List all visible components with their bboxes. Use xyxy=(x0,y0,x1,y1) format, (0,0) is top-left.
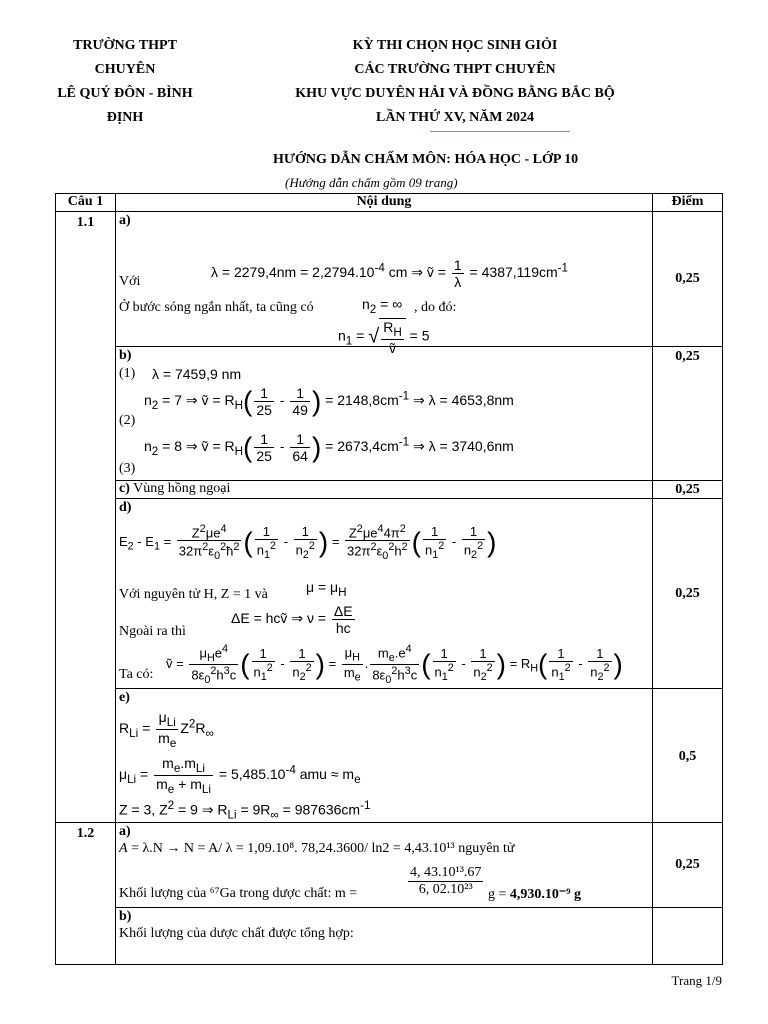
wavelength-value: λ = 7459,9 nm xyxy=(152,366,242,382)
mass-unit: g = xyxy=(488,887,510,902)
col-header-content: Nội dung xyxy=(116,194,653,212)
equation-mu: $\mu = \mu_H$ xyxy=(306,579,347,599)
school-line: ĐỊNH xyxy=(106,110,144,125)
equation-energy-diff: $E_2 - E_1$ = $\frac{Z^2\mu e^4}{32\pi^2\varepsilon_0^2ħ^2}$ ( $\frac{1}{n_1^2}$ - $\frac{1}{n_2^2}$ ) = $\frac{Z^2\mu e^44\pi^2}{32\pi^2\varepsilon_0^2h^2}$ ( $\frac{1}{n_1^2}$ - $\frac{1}{n_2^2}$ ) xyxy=(119,523,497,563)
points-1-1-a: 0,25 xyxy=(653,212,723,347)
points-1-1-c: 0,25 xyxy=(653,481,723,499)
equation-mu-li: $\mu_{Li}$ = $\frac{m_e.m_{Li}}{m_e + m_{Li}}$ = $5,485.10^{-4}$ amu ≈ $m_e$ xyxy=(119,755,361,796)
table-row xyxy=(56,481,723,499)
item-2: (2) xyxy=(119,413,136,428)
points-1-2-a: 0,25 xyxy=(653,823,723,908)
page-number: Trang 1/9 xyxy=(671,973,722,988)
part-label: d) xyxy=(119,500,132,515)
exam-line: LẦN THỨ XV, NĂM 2024 xyxy=(375,110,535,125)
points-1-2-b xyxy=(653,908,723,965)
points-1-1-d: 0,25 xyxy=(653,499,723,689)
answer-1-1-c xyxy=(116,481,653,499)
table-row xyxy=(56,212,723,347)
col-header-question: Câu 1 xyxy=(56,194,116,212)
text-so: , do đó: xyxy=(414,300,457,315)
answer-line xyxy=(119,481,230,497)
mass-numerator: 4, 43.10¹³.67 xyxy=(410,865,482,880)
text-besides: Ngoài ra thì xyxy=(119,624,186,639)
answer-text: Khối lượng của dược chất được tổng hợp: xyxy=(119,926,354,941)
equation-z3: Z = 3, $Z^2 = 9$ ⇒ $R_{Li} = 9R_\infty = 987636cm^{-1}$ xyxy=(119,799,371,822)
answer-1-1-e xyxy=(116,689,653,823)
document-title: HƯỚNG DẪN CHẤM MÔN: HÓA HỌC - LỚP 10 xyxy=(273,152,579,167)
decay-equation xyxy=(119,841,514,857)
document-subtitle: (Hướng dẫn chấm gồm 09 trang) xyxy=(285,175,458,190)
question-id: 1.2 xyxy=(56,823,116,965)
equation-n1: $n_1$ = √ $\frac{R_H}{\text{ṽ}}$ = 5 xyxy=(338,319,430,356)
equation-delta-e: ΔE = hcṽ ⇒ ν = $\frac{\Delta E}{hc}$ xyxy=(231,603,353,636)
text-with: Với xyxy=(119,274,141,289)
mass-fraction xyxy=(406,865,485,898)
part-label: b) xyxy=(119,909,132,924)
exam-line: KỲ THI CHỌN HỌC SINH GIỎI xyxy=(352,38,558,53)
answer-1-1-b xyxy=(116,347,653,481)
part-label: a) xyxy=(119,213,131,228)
table-row xyxy=(56,499,723,689)
table-row xyxy=(56,823,723,908)
mass-label: Khối lượng của ⁶⁷Ga trong dược chất: m = xyxy=(119,886,358,901)
item-3: (3) xyxy=(119,461,136,476)
decay-text: = λ.N → N = A/ λ = 1,09.10⁸. 78,24.3600/ ln2 = 4,43.10¹³ nguyên tử xyxy=(127,841,515,856)
equation-wavenumber-rh: ṽ = $\frac{\mu_He^4}{8\varepsilon_0^2h^3c}$ ( $\frac{1}{n_1^2}$ - $\frac{1}{n_2^2}$ ) = $\frac{\mu_H}{m_e}$ . $\frac{m_e.e^4}{8\varepsilon_0^2h^3c}$ ( $\frac{1}{n_1^2}$ - $\frac{1}{n_2^2}$ ) = $R_H$( $\frac{1}{n_1^2}$ - $\frac{1}{n_2^2}$ ) xyxy=(166,643,623,686)
points-1-1-b: 0,25 xyxy=(653,347,723,481)
points-1-1-e: 0,5 xyxy=(653,689,723,823)
answer-1-2-b xyxy=(116,908,653,965)
exam-line: CÁC TRƯỜNG THPT CHUYÊN xyxy=(354,62,556,77)
grading-table xyxy=(55,193,723,965)
text-we-have: Ta có: xyxy=(119,667,154,682)
school-name xyxy=(30,34,220,130)
table-row xyxy=(56,908,723,965)
equation-n2-8: $n_2 = 8$ ⇒ ṽ = $R_H$( $\frac{1}{25}$ - $\frac{1}{64}$ ) = $2673,4cm^{-1}$ ⇒ λ = 3740,6nm xyxy=(144,431,514,464)
answer-1-1-d xyxy=(116,499,653,689)
text-with-hydrogen: Với nguyên tử H, Z = 1 và xyxy=(119,587,268,602)
answer-1-2-a xyxy=(116,823,653,908)
part-label: a) xyxy=(119,824,131,839)
answer-text: Vùng hồng ngoại xyxy=(133,481,231,496)
table-header-row xyxy=(56,194,723,212)
equation-wavenumber: $\lambda = 2279,4nm = 2,2794.10^{-4}$ cm ⇒ ṽ = $\frac{1}{\lambda}$ = $4387,119cm^{-1}$ xyxy=(211,257,569,290)
mass-denominator: 6, 02.10²³ xyxy=(408,881,483,898)
equation-n2-7: $n_2 = 7$ ⇒ ṽ = $R_H$( $\frac{1}{25}$ - $\frac{1}{49}$ ) = $2148,8cm^{-1}$ ⇒ λ = 4653,8nm xyxy=(144,385,514,418)
exam-name xyxy=(255,34,655,130)
equation-n2-infinity: $n_2$ = ∞ xyxy=(362,296,403,316)
table-row xyxy=(56,689,723,823)
header-divider xyxy=(430,131,570,132)
part-label: e) xyxy=(119,690,130,705)
text-short-wave: Ở bước sóng ngắn nhất, ta cũng có xyxy=(119,300,314,315)
mass-value: 4,930.10⁻⁹ g xyxy=(509,887,581,902)
school-line: TRƯỜNG THPT xyxy=(73,38,177,53)
question-id: 1.1 xyxy=(56,212,116,823)
mass-result xyxy=(488,886,581,903)
equation-r-li: $R_{Li}$ = $\frac{\mu_{Li}}{m_e}$ $Z^2R_\infty$ xyxy=(119,709,214,750)
part-label: b) xyxy=(119,348,132,363)
col-header-points: Điểm xyxy=(653,194,723,212)
item-1: (1) xyxy=(119,366,136,381)
school-line: LÊ QUÝ ĐÔN - BÌNH xyxy=(57,86,193,101)
exam-line: KHU VỰC DUYÊN HẢI VÀ ĐỒNG BẰNG BẮC BỘ xyxy=(295,86,615,101)
activity-symbol: A xyxy=(119,841,128,856)
school-line: CHUYÊN xyxy=(94,62,156,77)
part-label: c) xyxy=(119,481,130,496)
table-row xyxy=(56,347,723,481)
answer-1-1-a xyxy=(116,212,653,356)
